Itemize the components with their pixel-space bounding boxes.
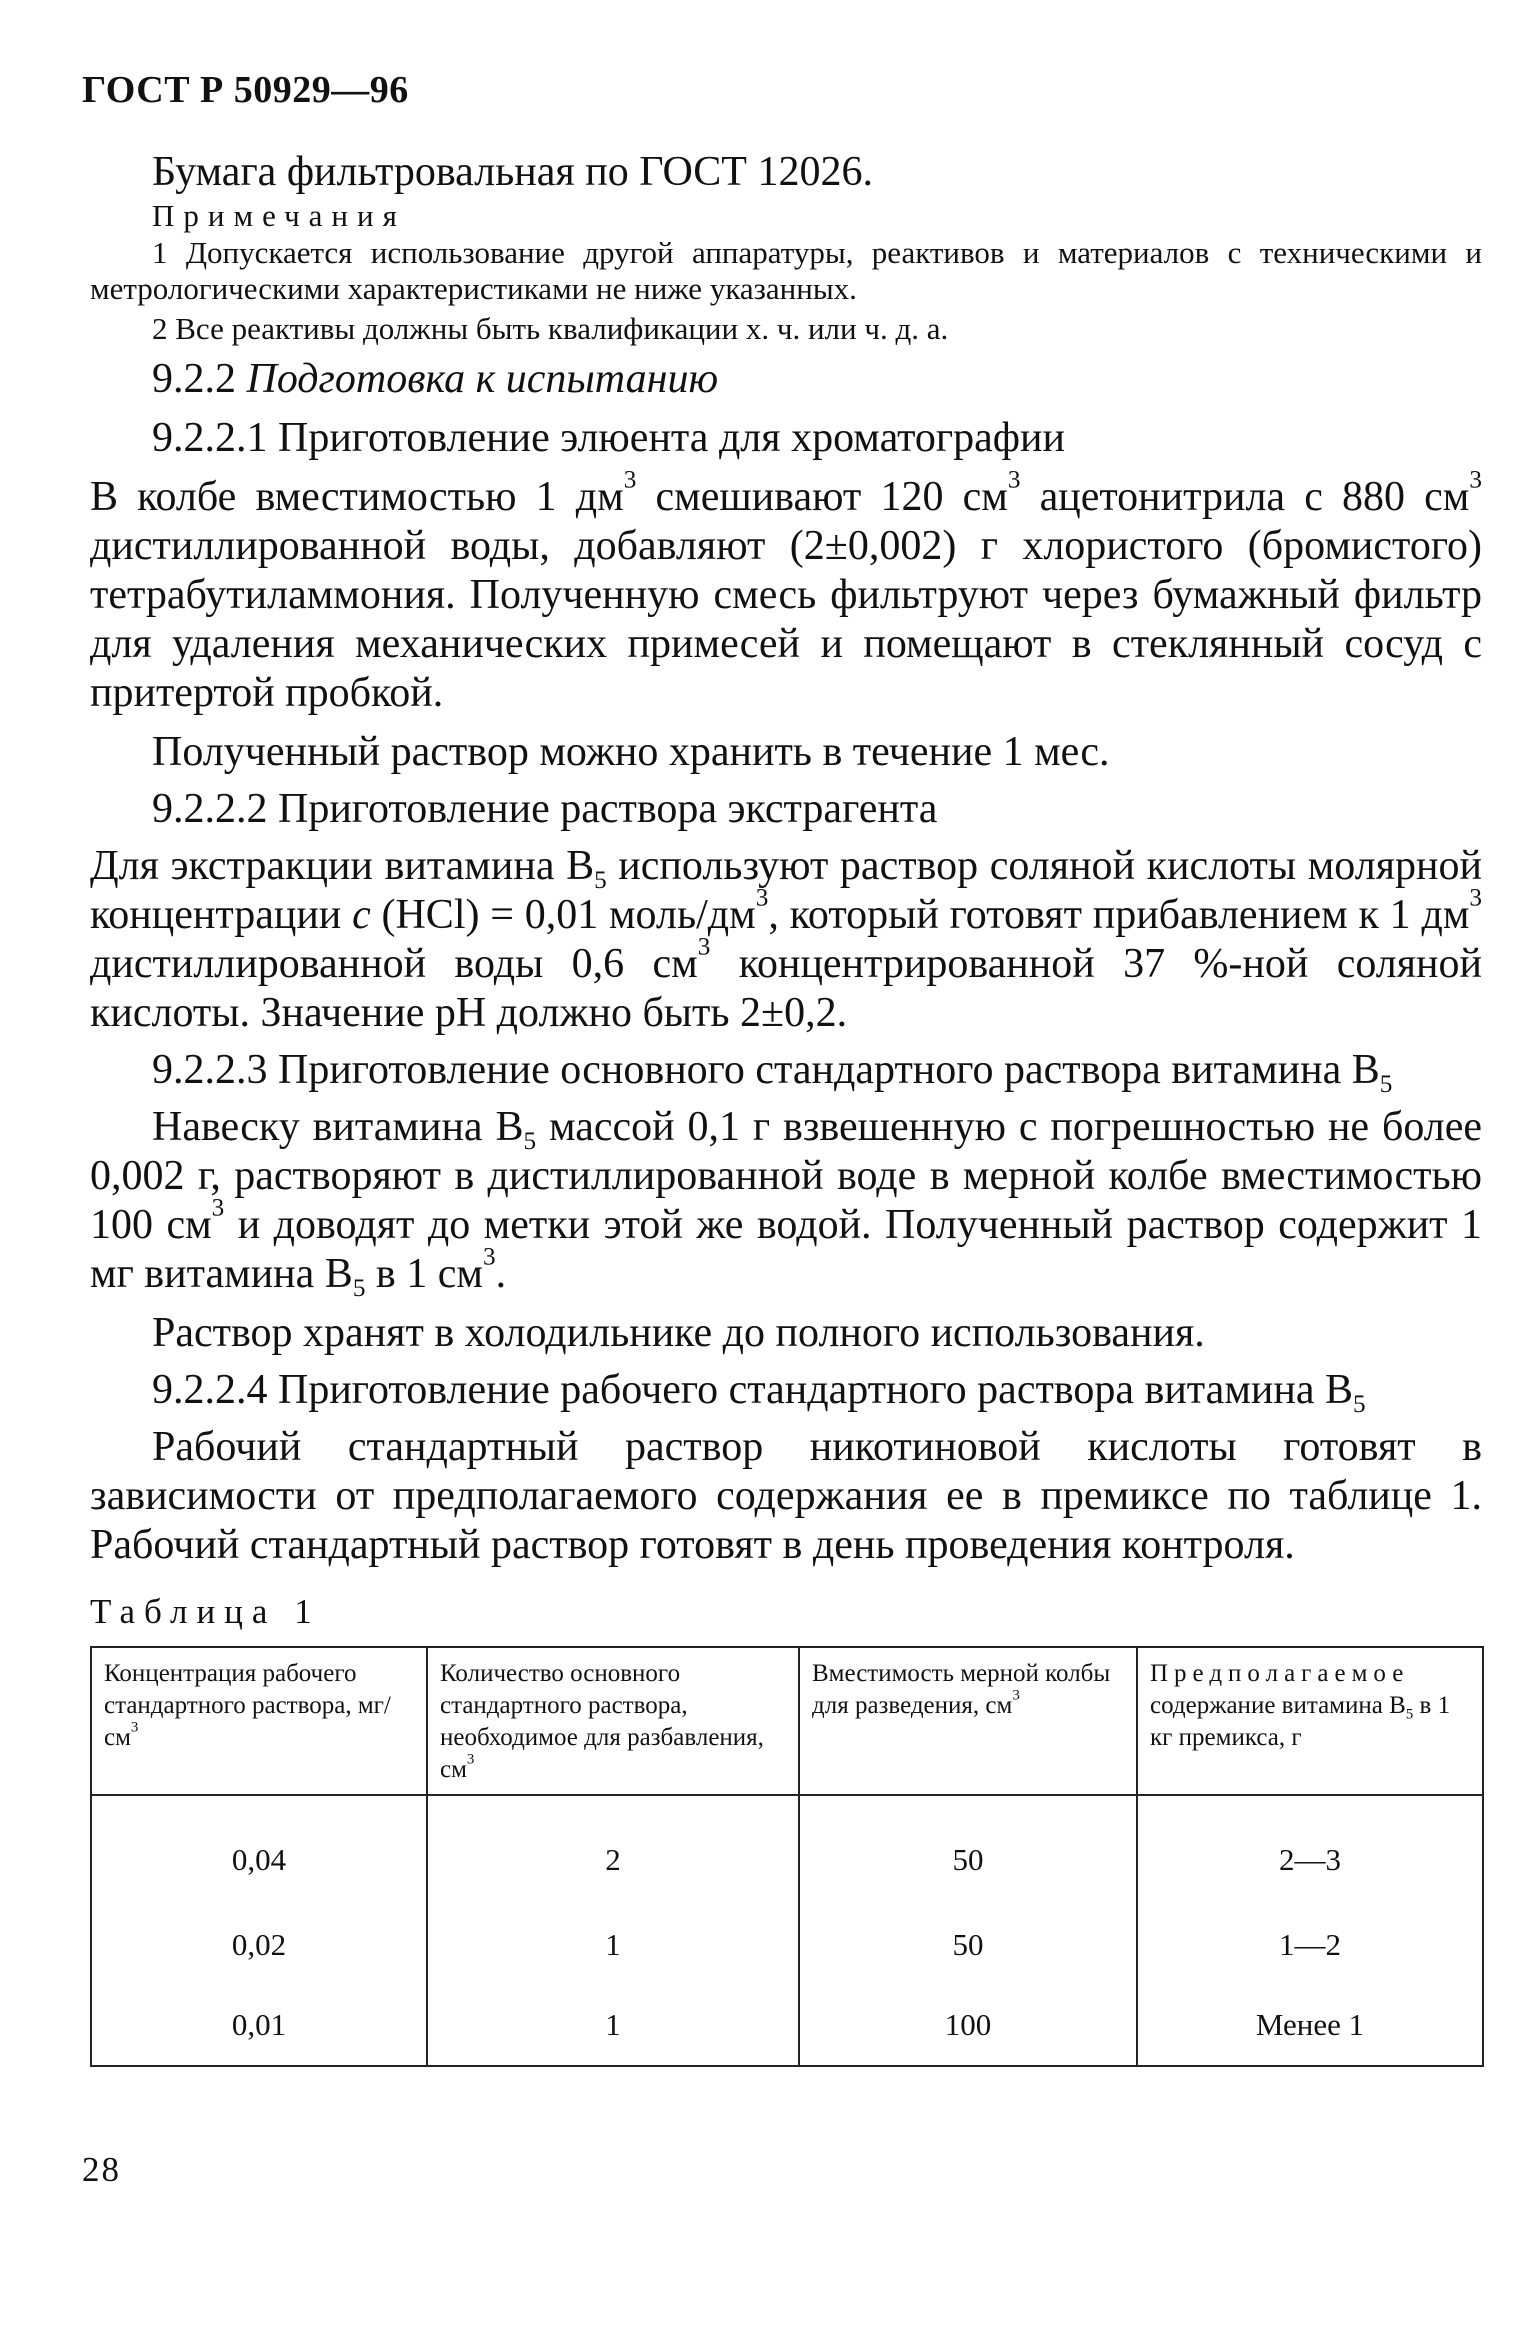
working-solution-paragraph: Рабочий стандартный раствор никотиновой кислоты готовят в зависимости от предполагаемого содержания ее в премиксе по таблице 1. Рабочий стандартный раствор готовят в день проведения контроля. bbox=[90, 1424, 1482, 1568]
note-2: 2 Все реактивы должны быть квалификации х. ч. или ч. д. а. bbox=[152, 311, 949, 346]
eluent-paragraph: В колбе вместимостью 1 $дм^3$ смешивают 120 $см^3$ ацетонитрила с 880 $см^3$ дистиллированной воды, добавляют (2±0,002) г хлористого (бромистого) тетрабутиламмония. Полученную смесь фильтруют через бумажный фильтр для удаления механических примесей и помещают в стеклянный сосуд с притертой пробкой. bbox=[90, 466, 1482, 716]
extractant-paragraph: Для экстракции витамина $В_5$ используют раствор соляной кислоты молярной концентрации с (HCl) = 0,01 моль/$дм^3$, который готовят прибавлением к 1 $дм^3$ дистиллированной воды 0,6 $см^3$ концентрированной 37 %-ной соляной кислоты. Значение рН должно быть 2±0,2. bbox=[90, 843, 1483, 1036]
page-number: 28 bbox=[82, 2150, 121, 2189]
document-header: ГОСТ Р 50929—96 bbox=[82, 69, 409, 111]
header-expected-content: Предполагаемое содержание витамина $В_5$ в 1 кг премикса, г bbox=[1137, 1647, 1483, 1795]
section-9-2-2-2-heading: 9.2.2.2 Приготовление раствора экстрагента bbox=[152, 786, 938, 832]
section-9-2-2-3-heading: 9.2.2.3 Приготовление основного стандартного раствора витамина $В_5$ bbox=[152, 1047, 1393, 1098]
cell-expected-content: 2—3 bbox=[1137, 1795, 1483, 1905]
filter-paper-line: Бумага фильтровальная по ГОСТ 12026. bbox=[152, 149, 873, 195]
table-row bbox=[91, 1795, 1483, 1905]
stock-solution-paragraph: Навеску витамина $В_5$ массой 0,1 г взвешенную с погрешностью не более 0,002 г, растворяют в дистиллированной воде в мерной колбе вместимостью 100 $см^3$ и доводят до метки этой же водой. Полученный раствор содержит 1 мг витамина $В_5$ в 1 $см^3$. bbox=[90, 1104, 1483, 1302]
table-header-row bbox=[91, 1647, 1483, 1795]
eluent-storage-paragraph: Полученный раствор можно хранить в течение 1 мес. bbox=[152, 729, 1110, 775]
section-9-2-2-heading bbox=[90, 355, 1482, 404]
stock-storage-paragraph: Раствор хранят в холодильнике до полного использования. bbox=[152, 1310, 1205, 1356]
cell-expected-content: 1—2 bbox=[1137, 1905, 1483, 1985]
table-row bbox=[91, 1905, 1483, 1985]
cell-flask-capacity: 100 bbox=[799, 1985, 1137, 2066]
table-row bbox=[91, 1985, 1483, 2066]
cell-concentration: 0,01 bbox=[91, 1985, 427, 2066]
cell-stock-volume: 1 bbox=[427, 1985, 799, 2066]
section-number: 9.2.2 bbox=[152, 356, 236, 402]
cell-stock-volume: 1 bbox=[427, 1905, 799, 1985]
cell-concentration: 0,02 bbox=[91, 1905, 427, 1985]
cell-stock-volume: 2 bbox=[427, 1795, 799, 1905]
page-content bbox=[90, 148, 1482, 2067]
cell-concentration: 0,04 bbox=[91, 1795, 427, 1905]
cell-flask-capacity: 50 bbox=[799, 1795, 1137, 1905]
cell-expected-content: Менее 1 bbox=[1137, 1985, 1483, 2066]
header-concentration: Концентрация рабочего стандартного раствора, $мг/см^3$ bbox=[91, 1647, 427, 1795]
cell-flask-capacity: 50 bbox=[799, 1905, 1137, 1985]
notes-label: Примечания bbox=[152, 198, 406, 233]
header-flask-capacity: Вместимость мерной колбы для разведения, $см^3$ bbox=[799, 1647, 1137, 1795]
section-9-2-2-1-heading: 9.2.2.1 Приготовление элюента для хроматографии bbox=[152, 415, 1065, 461]
section-9-2-2-4-heading: 9.2.2.4 Приготовление рабочего стандартного раствора витамина $В_5$ bbox=[152, 1367, 1366, 1418]
header-stock-volume: Количество основного стандартного раствора, необходимое для разбавления, $см^3$ bbox=[427, 1647, 799, 1795]
note-1: 1 Допускается использование другой аппаратуры, реактивов и материалов с техническими и метрологическими характеристиками не ниже указанных. bbox=[90, 235, 1482, 306]
dilution-table bbox=[90, 1646, 1484, 2067]
table-caption: Таблица 1 bbox=[90, 1592, 321, 1631]
section-title: Подготовка к испытанию bbox=[246, 356, 719, 402]
